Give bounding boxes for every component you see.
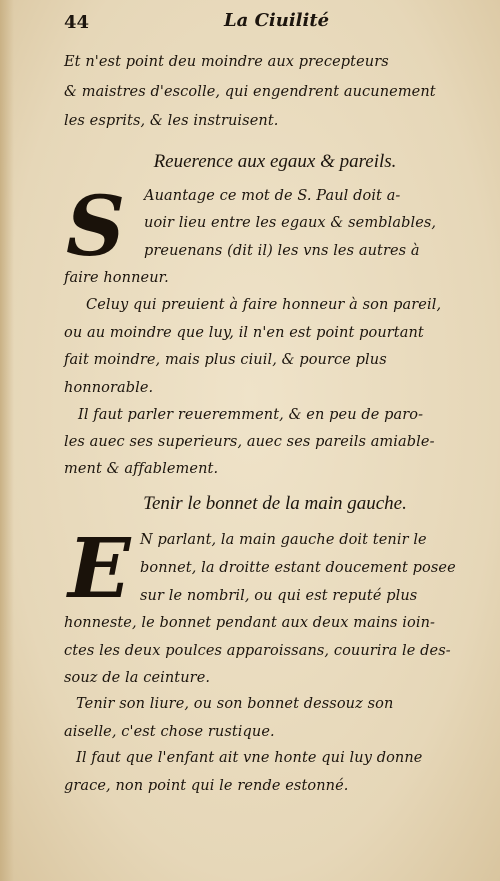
text-line: Tenir son liure, ou son bonnet dessouz son bbox=[76, 696, 394, 712]
text-line: les auec ses superieurs, auec ses pareils amiable- bbox=[64, 434, 435, 450]
text-line: uoir lieu entre les egaux & semblables, bbox=[144, 215, 437, 231]
section-heading: Tenir le bonnet de la main gauche. bbox=[143, 493, 407, 514]
text-line: ou au moindre que luy, il n'en est point pourtant bbox=[64, 325, 424, 341]
section-heading: Reuerence aux egaux & pareils. bbox=[153, 151, 397, 172]
drop-cap: E bbox=[68, 521, 131, 617]
text-line: preuenans (dit il) les vns les autres à bbox=[144, 243, 420, 259]
text-line: ment & affablement. bbox=[64, 461, 219, 477]
running-head: La Ciuilité bbox=[224, 10, 330, 31]
text-line: grace, non point qui le rende estonné. bbox=[64, 778, 349, 794]
text-line: sur le nombril, ou qui est reputé plus bbox=[140, 588, 418, 604]
text-line: bonnet, la droitte estant doucement posee bbox=[140, 560, 456, 576]
text-line: N parlant, la main gauche doit tenir le bbox=[140, 532, 427, 548]
drop-cap: S bbox=[66, 179, 126, 275]
text-line: Il faut parler reueremment, & en peu de paro- bbox=[78, 407, 424, 423]
page-header bbox=[64, 6, 452, 36]
text-line: Il faut que l'enfant ait vne honte qui luy donne bbox=[76, 750, 423, 766]
text-line: Celuy qui preuient à faire honneur à son pareil, bbox=[86, 297, 442, 313]
text-line: Auantage ce mot de S. Paul doit a- bbox=[144, 188, 401, 204]
text-line: faire honneur. bbox=[64, 270, 169, 286]
text-line: Et n'est point deu moindre aux precepteurs bbox=[64, 54, 389, 70]
page-number: 44 bbox=[64, 12, 90, 33]
text-line: honnorable. bbox=[64, 380, 154, 396]
text-line: fait moindre, mais plus ciuil, & pource plus bbox=[64, 352, 387, 368]
text-line: & maistres d'escolle, qui engendrent aucunement bbox=[64, 84, 436, 100]
text-line: ctes les deux poulces apparoissans, couurira le des- bbox=[64, 643, 451, 659]
text-line: aiselle, c'est chose rustique. bbox=[64, 724, 275, 740]
text-line: souz de la ceinture. bbox=[64, 670, 211, 686]
text-line: honneste, le bonnet pendant aux deux mains ioin- bbox=[64, 615, 436, 631]
text-line: les esprits, & les instruisent. bbox=[64, 113, 279, 129]
